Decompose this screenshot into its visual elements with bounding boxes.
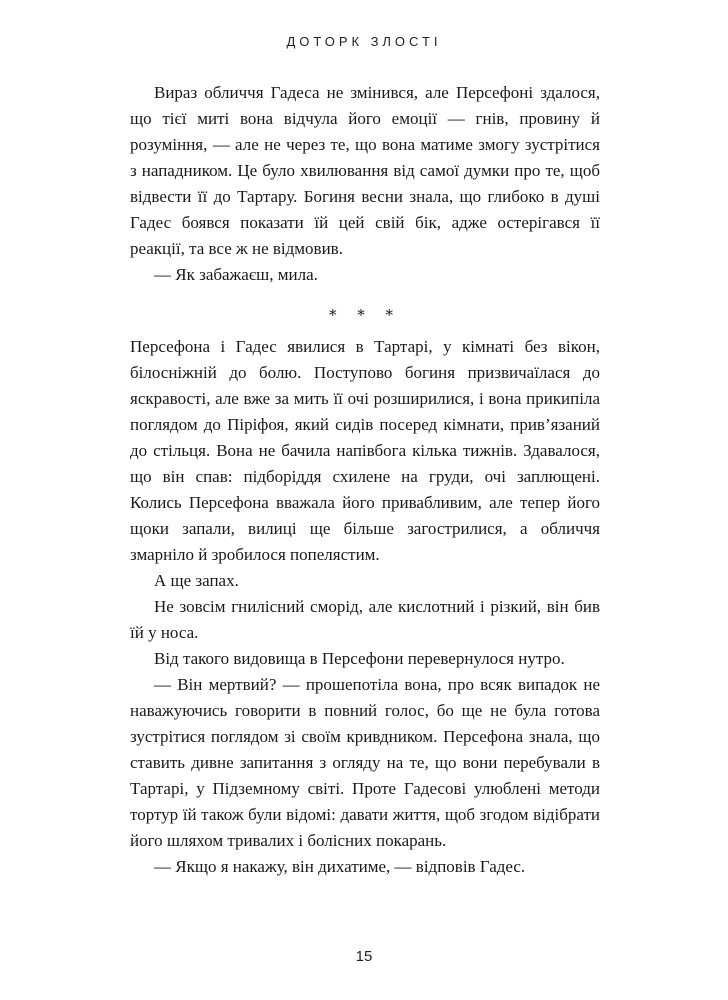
paragraph: А ще запах. xyxy=(154,571,239,590)
paragraph: — Він мертвий? — прошепотіла вона, про всяк випадок не наважуючись говорити в повний голос, бо ще не була готова зустрітися поглядом зі своїм кривдником. Персефона знала, що ставить дивне запитання з огляду на те, що вони перебували в Тартарі, у Підземному світі. Проте Гадесові улюблені методи тортур їй також були відомі: давати життя, щоб згодом відібрати його шляхом тривалих і болісних покарань. xyxy=(130,675,600,850)
section-separator: * * * xyxy=(328,306,402,324)
paragraph: Вираз обличчя Гадеса не змінився, але Персефоні здалося, що тієї миті вона відчула його емоції — гнів, провину й розуміння, — але не через те, що вона матиме змогу зустрітися з нападником. Це було хвилювання від самої думки про те, щоб відвести її до Тартару. Богиня весни знала, що глибоко в душі Гадес боявся показати їй цей свій бік, адже остерігався її реакції, та все ж не відмовив. xyxy=(130,83,600,258)
paragraph: Персефона і Гадес явилися в Тартарі, у кімнаті без вікон, білосніжній до болю. Поступово богиня призвичаїлася до яскравості, але вже за мить її очі розширилися, і вона прикипіла поглядом до Піріфоя, який сидів посеред кімнати, прив’язаний до стільця. Вона не бачила напівбога кілька тижнів. Здавалося, що він спав: підборіддя схилене на груди, очі заплющені. Колись Персефона вважала його привабливим, але тепер його щоки запали, вилиці ще більше загострилися, а обличчя змарніло й зробилося попелястим. xyxy=(130,337,600,564)
paragraph: Не зовсім гнилісний сморід, але кислотний і різкий, він бив їй у носа. xyxy=(130,597,600,642)
body-text xyxy=(130,80,600,880)
paragraph: Від такого видовища в Персефони перевернулося нутро. xyxy=(154,649,565,668)
page-number: 15 xyxy=(355,948,373,965)
paragraph: — Якщо я накажу, він дихатиме, — відповів Гадес. xyxy=(154,857,526,876)
running-head: ДОТОРК ЗЛОСТІ xyxy=(286,34,442,49)
paragraph: — Як забажаєш, мила. xyxy=(154,265,318,284)
